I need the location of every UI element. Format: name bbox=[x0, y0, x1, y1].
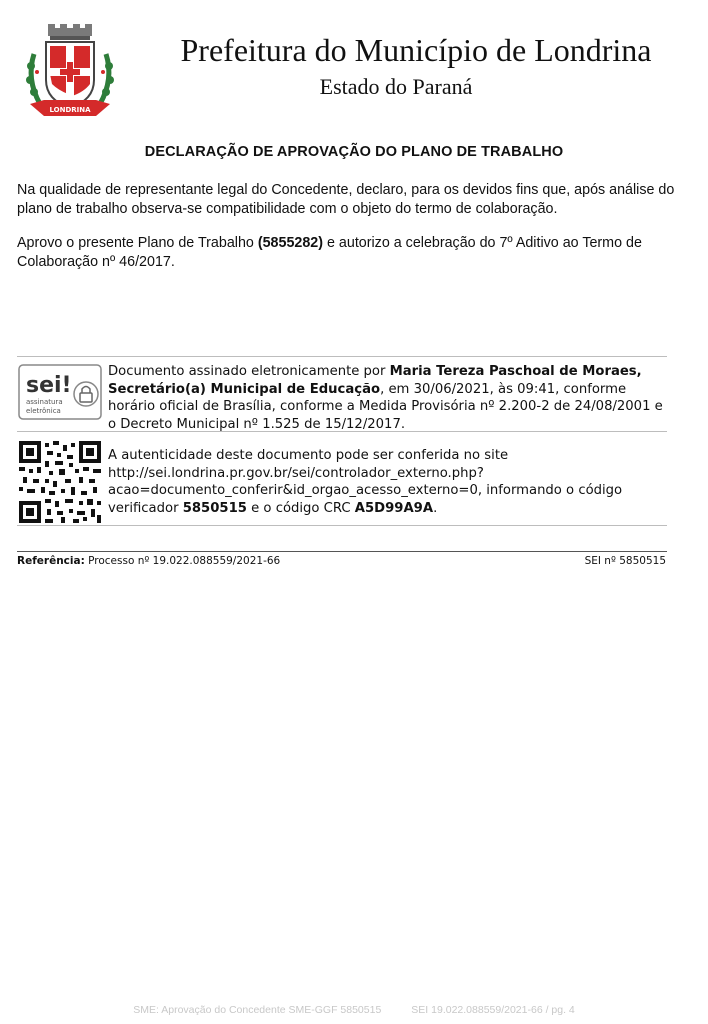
reference-label: Referência: bbox=[17, 555, 85, 567]
page-footer bbox=[0, 1004, 708, 1016]
divider bbox=[17, 525, 667, 526]
footer-left: SME: Aprovação do Concedente SME-GGF 5850515 bbox=[133, 1004, 382, 1016]
document-title: DECLARAÇÃO DE APROVAÇÃO DO PLANO DE TRABALHO bbox=[144, 144, 564, 160]
municipal-coat-of-arms-icon bbox=[22, 24, 118, 120]
verifier-code: 5850515 bbox=[182, 500, 247, 516]
authenticity-text-end: . bbox=[433, 500, 438, 516]
crc-code: A5D99A9A bbox=[354, 500, 434, 516]
signature-text-end: , em 30/06/2021, às 09:41, conforme horário oficial de Brasília, conforme a Medida Provisória nº 2.200-2 de 24/08/2001 e o Decreto Municipal nº 1.525 de 15/12/2017. bbox=[108, 381, 663, 432]
authenticity-text-start: A autenticidade deste documento pode ser conferida no site http://sei.londrina.pr.gov.br/sei/controlador_externo.php?acao=documento_conferir&id_orgao_acesso_externo=0, informando o código verificador bbox=[108, 448, 623, 516]
authenticity-text-middle: e o código CRC bbox=[246, 500, 355, 516]
sei-logo-text: sei! bbox=[26, 373, 72, 398]
work-plan-number: (5855282) bbox=[257, 235, 324, 251]
sei-signature-logo-icon bbox=[18, 364, 102, 420]
footer-right: SEI 19.022.088559/2021-66 / pg. 4 bbox=[411, 1004, 575, 1016]
qr-code-icon bbox=[19, 441, 101, 523]
approval-text-start: Aprovo o presente Plano de Trabalho bbox=[17, 235, 258, 251]
header-title: Prefeitura do Município de Londrina bbox=[180, 32, 652, 68]
reference-value: Processo nº 19.022.088559/2021-66 bbox=[84, 555, 281, 567]
authenticity-text bbox=[108, 447, 673, 517]
divider bbox=[17, 431, 667, 432]
reference-divider bbox=[17, 551, 667, 552]
sei-logo-caption-1: assinatura bbox=[26, 398, 63, 406]
electronic-signature-text bbox=[108, 363, 673, 433]
header-subtitle: Estado do Paraná bbox=[319, 74, 473, 99]
divider bbox=[17, 356, 667, 357]
signature-text-start: Documento assinado eletronicamente por bbox=[108, 364, 390, 379]
signer-name: Maria Tereza Paschoal de Moraes, Secretário(a) Municipal de Educação bbox=[108, 364, 642, 397]
sei-number: SEI nº 5850515 bbox=[584, 555, 666, 567]
sei-logo-caption-2: eletrônica bbox=[26, 407, 61, 415]
approval-text-end: e autorizo a celebração do 7º Aditivo ao Termo de Colaboração nº 46/2017. bbox=[17, 235, 642, 270]
approval-paragraph bbox=[17, 234, 677, 272]
coat-ribbon-text: LONDRINA bbox=[49, 106, 91, 114]
declaration-paragraph: Na qualidade de representante legal do Concedente, declaro, para os devidos fins que, após análise do plano de trabalho observa-se compatibilidade com o objeto do termo de colaboração. bbox=[17, 182, 675, 217]
reference-line bbox=[17, 555, 280, 567]
